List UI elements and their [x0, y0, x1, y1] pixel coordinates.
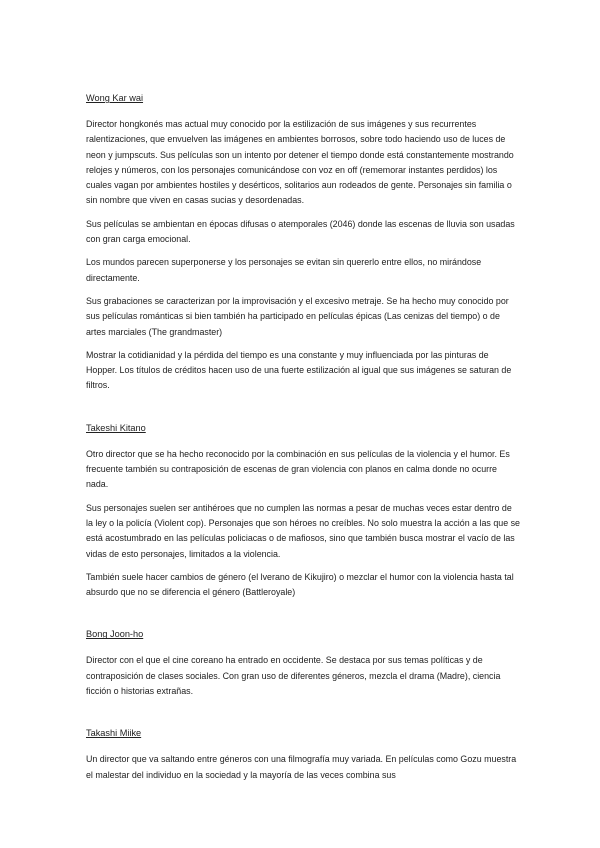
paragraph: Los mundos parecen superponerse y los personajes se evitan sin quererlo entre ellos, no mirándose directamente.	[86, 257, 482, 283]
section-heading: Wong Kar wai	[86, 93, 144, 103]
paragraph: Sus personajes suelen ser antihéroes que no cumplen las normas a pesar de muchas veces estar dentro de la ley o la policía (Violent cop). Personajes que son héroes no creíbles. No solo muestra la acción a las que se está acostumbrado en las películas policiacas o de mafiosos, sino que también busca mostrar el vacío de las vidas de esto personajes, limitados a la violencia.	[86, 502, 520, 559]
paragraph: También suele hacer cambios de género (el lverano de Kikujiro) o mezclar el humor con la violencia hasta tal absurdo que no se diferencia el género (Battleroyale)	[86, 571, 514, 598]
section-takashi-miike	[86, 727, 520, 783]
paragraph: Director con el que el cine coreano ha entrado en occidente. Se destaca por sus temas políticas y de contraposición de clases sociales. Con gran uso de diferentes géneros, mezcla el drama (Madre), ciencia ficción o historias extrañas.	[86, 655, 501, 697]
section-takeshi-kitano	[86, 422, 520, 601]
section-heading: Takashi Miike	[86, 728, 142, 739]
section-heading: Takeshi Kitano	[86, 422, 146, 433]
paragraph: Director hongkonés mas actual muy conocido por la estilización de sus imágenes y sus recurrentes ralentizaciones, que envuelven las imágenes en ambientes borrosos, sobre todo haciendo uso de luces de neon y jumpscuts. Sus películas son un intento por detener el tiempo donde está constantemente mostrando relojes y números, con los personajes comunicándose con voz en off (rememorar instantes perdidos) los cuales vagan por ambientes hostiles y desérticos, solitarios aun rodeados de gente. Personajes sin familia o sin nombre que viven en casas sucias y desordenadas.	[86, 119, 514, 206]
paragraph: Sus grabaciones se caracterizan por la improvisación y el excesivo metraje. Se ha hecho muy conocido por sus películas románticas si bien también ha participado en películas épicas (Las cenizas del tiempo) o de artes marciales (The grandmaster)	[86, 295, 509, 337]
paragraph: Mostrar la cotidianidad y la pérdida del tiempo es una constante y muy influenciada por las pinturas de Hopper. Los títulos de créditos hacen uso de una fuerte estilización al igual que sus imágenes se saturan de filtros.	[86, 349, 512, 391]
paragraph: Un director que va saltando entre géneros con una filmografía muy variada. En películas como Gozu muestra el malestar del individuo en la sociedad y la mayoría de las veces combina sus	[86, 754, 517, 780]
paragraph: Sus películas se ambientan en épocas difusas o atemporales (2046) donde las escenas de lluvia son usadas con gran carga emocional.	[86, 218, 515, 245]
section-bong-joon-ho	[86, 628, 520, 699]
section-heading: Bong Joon-ho	[86, 629, 144, 640]
section-wong-kar-wai	[86, 92, 520, 394]
paragraph: Otro director que se ha hecho reconocido por la combinación en sus películas de la violencia y el humor. Es frecuente también su contraposición de escenas de gran violencia con planos en calma donde no ocurre nada.	[86, 448, 510, 490]
